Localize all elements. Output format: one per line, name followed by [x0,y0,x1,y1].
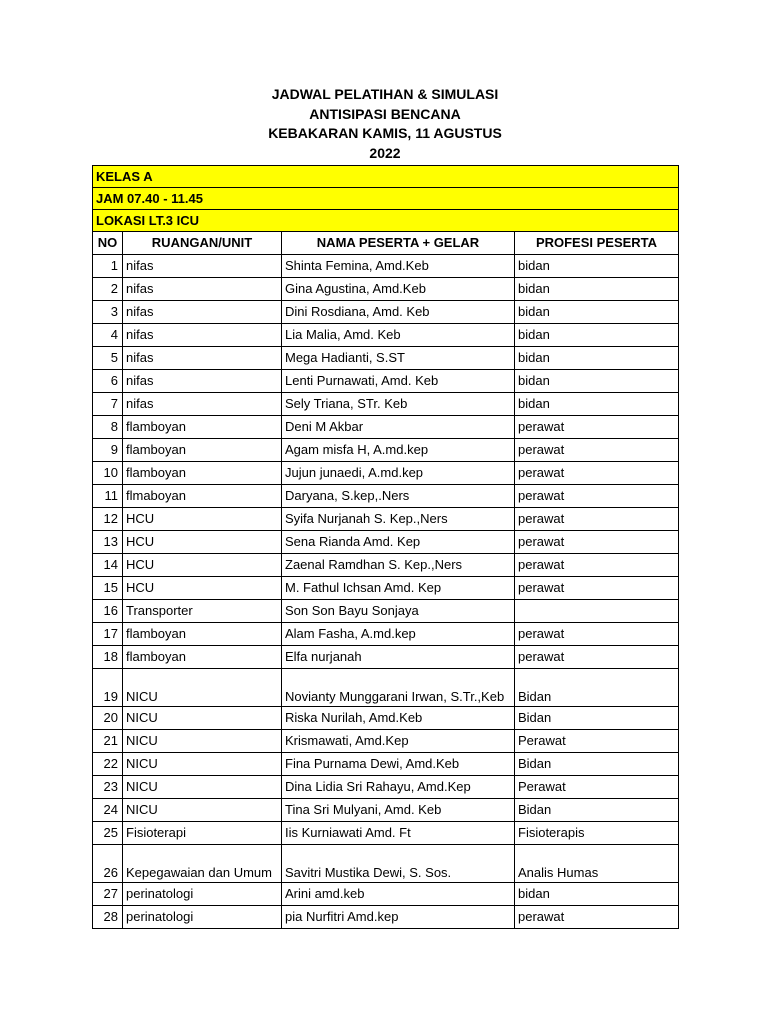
table-row [93,255,679,278]
nama-cell: Arini amd.keb [282,883,515,906]
nama-cell: Dina Lidia Sri Rahayu, Amd.Kep [282,776,515,799]
header-no: NO [93,232,123,255]
no-cell: 20 [93,707,123,730]
profesi-cell: perawat [515,508,679,531]
nama-cell: Savitri Mustika Dewi, S. Sos. [282,845,515,883]
profesi-cell: perawat [515,462,679,485]
no-cell: 28 [93,906,123,929]
table-row [93,730,679,753]
table-row [93,623,679,646]
profesi-cell: perawat [515,623,679,646]
no-cell: 8 [93,416,123,439]
schedule-table [92,165,679,929]
profesi-cell: bidan [515,301,679,324]
unit-cell: perinatologi [123,883,282,906]
table-row [93,485,679,508]
profesi-cell: perawat [515,906,679,929]
profesi-cell: bidan [515,370,679,393]
table-row [93,822,679,845]
table-row [93,439,679,462]
nama-cell: Zaenal Ramdhan S. Kep.,Ners [282,554,515,577]
jam-row [93,188,679,210]
no-cell: 15 [93,577,123,600]
no-cell: 9 [93,439,123,462]
kelas-row [93,166,679,188]
profesi-cell: perawat [515,554,679,577]
nama-cell: Agam misfa H, A.md.kep [282,439,515,462]
no-cell: 22 [93,753,123,776]
unit-cell: HCU [123,577,282,600]
profesi-cell: bidan [515,278,679,301]
no-cell: 24 [93,799,123,822]
nama-cell: Iis Kurniawati Amd. Ft [282,822,515,845]
table-row [93,883,679,906]
table-row [93,462,679,485]
table-row [93,393,679,416]
profesi-cell: bidan [515,255,679,278]
nama-cell: pia Nurfitri Amd.kep [282,906,515,929]
lokasi-cell: LOKASI LT.3 ICU [93,210,679,232]
title-line-2: ANTISIPASI BENCANA [309,105,461,122]
profesi-cell: Bidan [515,707,679,730]
no-cell: 6 [93,370,123,393]
unit-cell: Fisioterapi [123,822,282,845]
profesi-cell: perawat [515,577,679,600]
no-cell: 4 [93,324,123,347]
profesi-cell: perawat [515,416,679,439]
table-row [93,324,679,347]
profesi-cell: Bidan [515,753,679,776]
unit-cell: nifas [123,324,282,347]
profesi-cell: Fisioterapis [515,822,679,845]
table-row [93,669,679,707]
unit-cell: NICU [123,730,282,753]
nama-cell: Dini Rosdiana, Amd. Keb [282,301,515,324]
unit-cell: nifas [123,347,282,370]
unit-cell: Kepegawaian dan Umum [123,845,282,883]
table-row [93,347,679,370]
no-cell: 12 [93,508,123,531]
table-row [93,508,679,531]
table-row [93,531,679,554]
profesi-cell: bidan [515,324,679,347]
table-row [93,845,679,883]
profesi-cell: bidan [515,883,679,906]
unit-cell: nifas [123,255,282,278]
unit-cell: nifas [123,278,282,301]
nama-cell: Novianty Munggarani Irwan, S.Tr.,Keb [282,669,515,707]
nama-cell: Mega Hadianti, S.ST [282,347,515,370]
unit-cell: Transporter [123,600,282,623]
nama-cell: Deni M Akbar [282,416,515,439]
unit-cell: NICU [123,669,282,707]
unit-cell: HCU [123,508,282,531]
profesi-cell: Analis Humas [515,845,679,883]
unit-cell: HCU [123,531,282,554]
no-cell: 13 [93,531,123,554]
no-cell: 17 [93,623,123,646]
unit-cell: nifas [123,370,282,393]
profesi-cell: bidan [515,393,679,416]
table-row [93,906,679,929]
unit-cell: flamboyan [123,646,282,669]
unit-cell: flmaboyan [123,485,282,508]
no-cell: 3 [93,301,123,324]
nama-cell: Jujun junaedi, A.md.kep [282,462,515,485]
table-row [93,646,679,669]
profesi-cell: Perawat [515,776,679,799]
no-cell: 19 [93,669,123,707]
no-cell: 21 [93,730,123,753]
nama-cell: Lenti Purnawati, Amd. Keb [282,370,515,393]
header-profesi: PROFESI PESERTA [515,232,679,255]
table-row [93,707,679,730]
unit-cell: flamboyan [123,416,282,439]
header-nama: NAMA PESERTA + GELAR [282,232,515,255]
nama-cell: Shinta Femina, Amd.Keb [282,255,515,278]
no-cell: 14 [93,554,123,577]
nama-cell: M. Fathul Ichsan Amd. Kep [282,577,515,600]
no-cell: 10 [93,462,123,485]
title-line-3: KEBAKARAN KAMIS, 11 AGUSTUS [268,125,502,141]
no-cell: 23 [93,776,123,799]
unit-cell: flamboyan [123,623,282,646]
unit-cell: flamboyan [123,462,282,485]
nama-cell: Lia Malia, Amd. Keb [282,324,515,347]
no-cell: 16 [93,600,123,623]
unit-cell: nifas [123,393,282,416]
no-cell: 18 [93,646,123,669]
nama-cell: Fina Purnama Dewi, Amd.Keb [282,753,515,776]
nama-cell: Sely Triana, STr. Keb [282,393,515,416]
nama-cell: Sena Rianda Amd. Kep [282,531,515,554]
nama-cell: Riska Nurilah, Amd.Keb [282,707,515,730]
title-line-1: JADWAL PELATIHAN & SIMULASI [271,86,499,102]
profesi-cell: perawat [515,439,679,462]
nama-cell: Gina Agustina, Amd.Keb [282,278,515,301]
table-row [93,370,679,393]
unit-cell: NICU [123,799,282,822]
no-cell: 2 [93,278,123,301]
table-row [93,753,679,776]
title-line-4: 2022 [369,144,401,161]
schedule-table-body [93,166,679,929]
no-cell: 25 [93,822,123,845]
no-cell: 11 [93,485,123,508]
table-row [93,799,679,822]
kelas-cell: KELAS A [93,166,679,188]
table-row [93,301,679,324]
table-row [93,278,679,301]
no-cell: 5 [93,347,123,370]
profesi-cell: Perawat [515,730,679,753]
unit-cell: nifas [123,301,282,324]
document-title [92,85,678,163]
unit-cell: flamboyan [123,439,282,462]
profesi-cell: Bidan [515,799,679,822]
profesi-cell: perawat [515,531,679,554]
nama-cell: Tina Sri Mulyani, Amd. Keb [282,799,515,822]
nama-cell: Krismawati, Amd.Kep [282,730,515,753]
unit-cell: NICU [123,776,282,799]
unit-cell: HCU [123,554,282,577]
table-row [93,554,679,577]
unit-cell: NICU [123,753,282,776]
jam-cell: JAM 07.40 - 11.45 [93,188,679,210]
profesi-cell: perawat [515,485,679,508]
lokasi-row [93,210,679,232]
table-row [93,600,679,623]
profesi-cell: Bidan [515,669,679,707]
table-row [93,776,679,799]
nama-cell: Syifa Nurjanah S. Kep.,Ners [282,508,515,531]
table-row [93,416,679,439]
nama-cell: Son Son Bayu Sonjaya [282,600,515,623]
nama-cell: Daryana, S.kep,.Ners [282,485,515,508]
profesi-cell: perawat [515,646,679,669]
profesi-cell [515,600,679,623]
no-cell: 27 [93,883,123,906]
nama-cell: Alam Fasha, A.md.kep [282,623,515,646]
no-cell: 26 [93,845,123,883]
no-cell: 1 [93,255,123,278]
unit-cell: perinatologi [123,906,282,929]
profesi-cell: bidan [515,347,679,370]
no-cell: 7 [93,393,123,416]
table-row [93,577,679,600]
unit-cell: NICU [123,707,282,730]
nama-cell: Elfa nurjanah [282,646,515,669]
header-row [93,232,679,255]
header-unit: RUANGAN/UNIT [123,232,282,255]
